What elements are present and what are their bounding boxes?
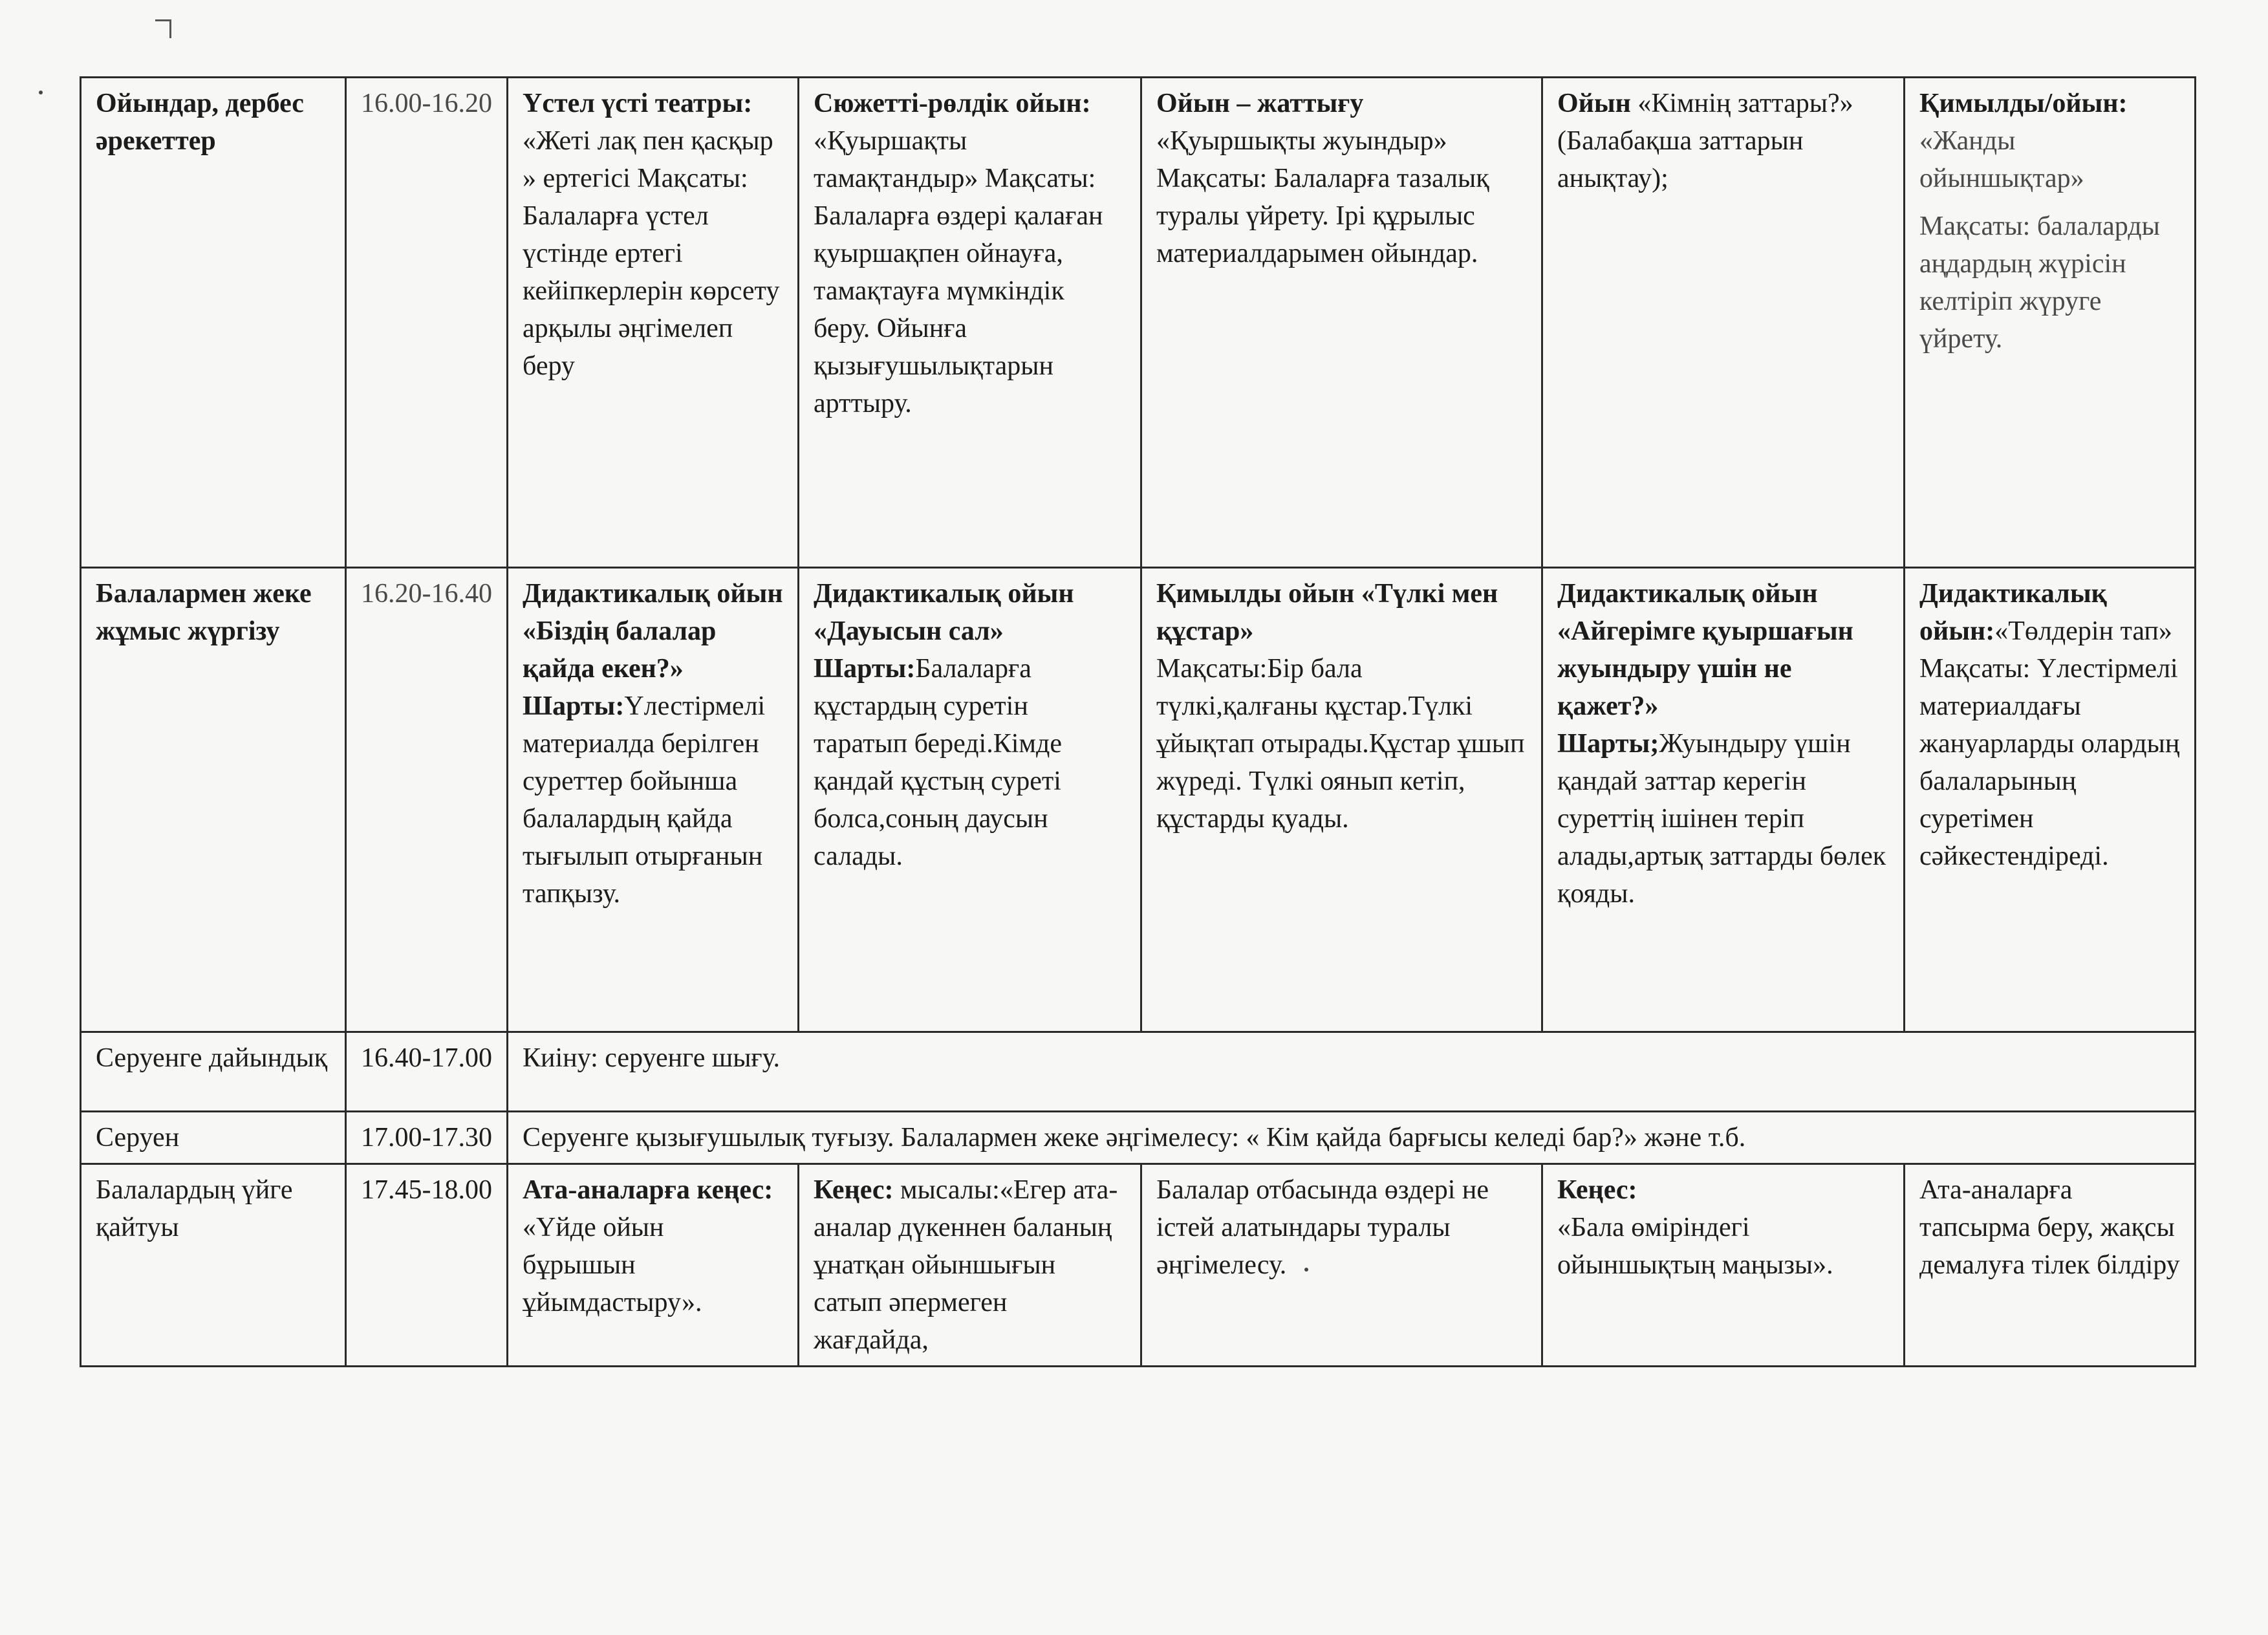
plan-cell — [508, 1164, 799, 1367]
table-row — [81, 568, 2196, 1032]
cell-text: Мақсаты:Бір бала түлкі,қалғаны құстар.Түлкі ұйықтап отырады.Құстар ұшып жүреді. Түлкі оянып кетіп, құстарды қуады. — [1156, 654, 1525, 834]
cell-label: Шарты; — [1557, 729, 1659, 759]
time-cell: 16.40-17.00 — [346, 1032, 508, 1112]
cell-text: «Бала өміріндегі ойыншықтың маңызы». — [1557, 1213, 1833, 1280]
corner-crop-mark — [155, 19, 171, 38]
plan-cell — [799, 1164, 1141, 1367]
cell-label: Шарты: — [523, 691, 625, 721]
cell-text-goal: Мақсаты: балаларды аңдардың жүрісін келтіріп жүруге үйрету. — [1919, 211, 2160, 354]
cell-title: Дидактикалық ойын «Дауысын сал» — [814, 579, 1074, 646]
cell-text: «Қуыршықты жуындыр» Мақсаты: Балаларға тазалық туралы үйрету. Ірі құрылыс материалдарымен ойындар. — [1156, 126, 1489, 268]
cell-text: «Жеті лақ пен қасқыр » ертегісі Мақсаты: Балаларға үстел үстінде ертегі кейіпкерлерін көрсету арқылы әңгімелеп беру — [523, 126, 780, 381]
plan-cell — [799, 78, 1141, 568]
daily-schedule-table — [80, 76, 2196, 1367]
time-cell: 17.45-18.00 — [346, 1164, 508, 1367]
plan-cell — [1905, 78, 2196, 568]
plan-cell — [1542, 568, 1905, 1032]
cell-title: Дидактикалық ойын «Біздің балалар қайда екен?» — [523, 579, 783, 684]
cell-title: Сюжетті-рөлдік ойын: — [814, 89, 1091, 118]
time-cell: 16.20-16.40 — [346, 568, 508, 1032]
time-cell: 17.00-17.30 — [346, 1112, 508, 1164]
cell-text: «Үйде ойын бұрышын ұйымдастыру». — [523, 1213, 702, 1317]
activity-cell: Балалардың үйге қайтуы — [81, 1164, 346, 1367]
plan-cell — [508, 78, 799, 568]
table-row — [81, 1112, 2196, 1164]
cell-title: Үстел үсті театры: — [523, 89, 753, 118]
plan-cell — [508, 568, 799, 1032]
plan-cell-wide: Киіну: серуенге шығу. — [508, 1032, 2196, 1112]
activity-cell: Балалармен жеке жұмыс жүргізу — [81, 568, 346, 1032]
table-row — [81, 78, 2196, 568]
cell-text: мысалы:«Егер ата-аналар дүкеннен баланың ұнатқан ойыншығын сатып әпермеген жағдайда, — [814, 1175, 1118, 1355]
cell-title: Дидактикалық ойын «Айгерімге қуыршағын жуындыру үшін не қажет?» — [1557, 579, 1853, 721]
cell-text: «Кімнің заттары?» (Балабақша заттарын анықтау); — [1557, 89, 1853, 193]
plan-cell — [1542, 1164, 1905, 1367]
cell-title: Қимылды/ойын: — [1919, 89, 2128, 118]
plan-cell — [1141, 78, 1542, 568]
cell-title: Ата-аналарға кеңес: — [523, 1175, 773, 1205]
cell-text: Үлестірмелі материалда берілген суреттер бойынша балалардың қайда тығылып отырғанын тапқызу. — [523, 691, 766, 909]
activity-cell: Ойындар, дербес әрекеттер — [81, 78, 346, 568]
plan-cell — [799, 568, 1141, 1032]
plan-cell — [1542, 78, 1905, 568]
plan-cell — [1905, 568, 2196, 1032]
cell-title: Ойын – жаттығу — [1156, 89, 1364, 118]
cell-text: «Төлдерін тап» Мақсаты: Үлестірмелі материалдағы жануарларды олардың балаларының суретімен сәйкестендіреді. — [1919, 616, 2180, 871]
cell-text: «Жанды ойыншықтар» — [1919, 126, 2084, 193]
plan-cell-wide: Серуенге қызығушылық туғызу. Балалармен жеке әңгімелесу: « Кім қайда барғысы келеді бар?» және т.б. — [508, 1112, 2196, 1164]
cell-label: Шарты: — [814, 654, 916, 684]
cell-title: Кеңес: — [1557, 1175, 1637, 1205]
cell-text: Жуындыру үшін қандай заттар керегін суреттің ішінен теріп алады,артық заттарды бөлек қояды. — [1557, 729, 1886, 909]
cell-title: Ойын — [1557, 89, 1631, 118]
plan-cell: Ата-аналарға тапсырма беру, жақсы демалуға тілек білдіру — [1905, 1164, 2196, 1367]
scan-speck — [39, 91, 43, 94]
cell-title: Кеңес: — [814, 1175, 894, 1205]
activity-cell: Серуен — [81, 1112, 346, 1164]
cell-title: Дидактикалық ойын: — [1919, 579, 2107, 646]
cell-text: «Қуыршақты тамақтандыр» Мақсаты: Балаларға өздері қалаған қуыршақпен ойнауға, тамақтауға мүмкіндік беру. Ойынға қызығушылықтарын арттыру. — [814, 126, 1103, 418]
activity-cell: Серуенге дайындық — [81, 1032, 346, 1112]
cell-title: Қимылды ойын «Түлкі мен құстар» — [1156, 579, 1498, 646]
cell-text: Балаларға құстардың суретін таратып береді.Кімде қандай құстың суреті болса,соның даусын салады. — [814, 654, 1062, 871]
plan-cell: Балалар отбасында өздері не істей алатындары туралы әңгімелесу. — [1141, 1164, 1542, 1367]
plan-cell — [1141, 568, 1542, 1032]
table-row — [81, 1164, 2196, 1367]
time-cell: 16.00-16.20 — [346, 78, 508, 568]
table-row — [81, 1032, 2196, 1112]
